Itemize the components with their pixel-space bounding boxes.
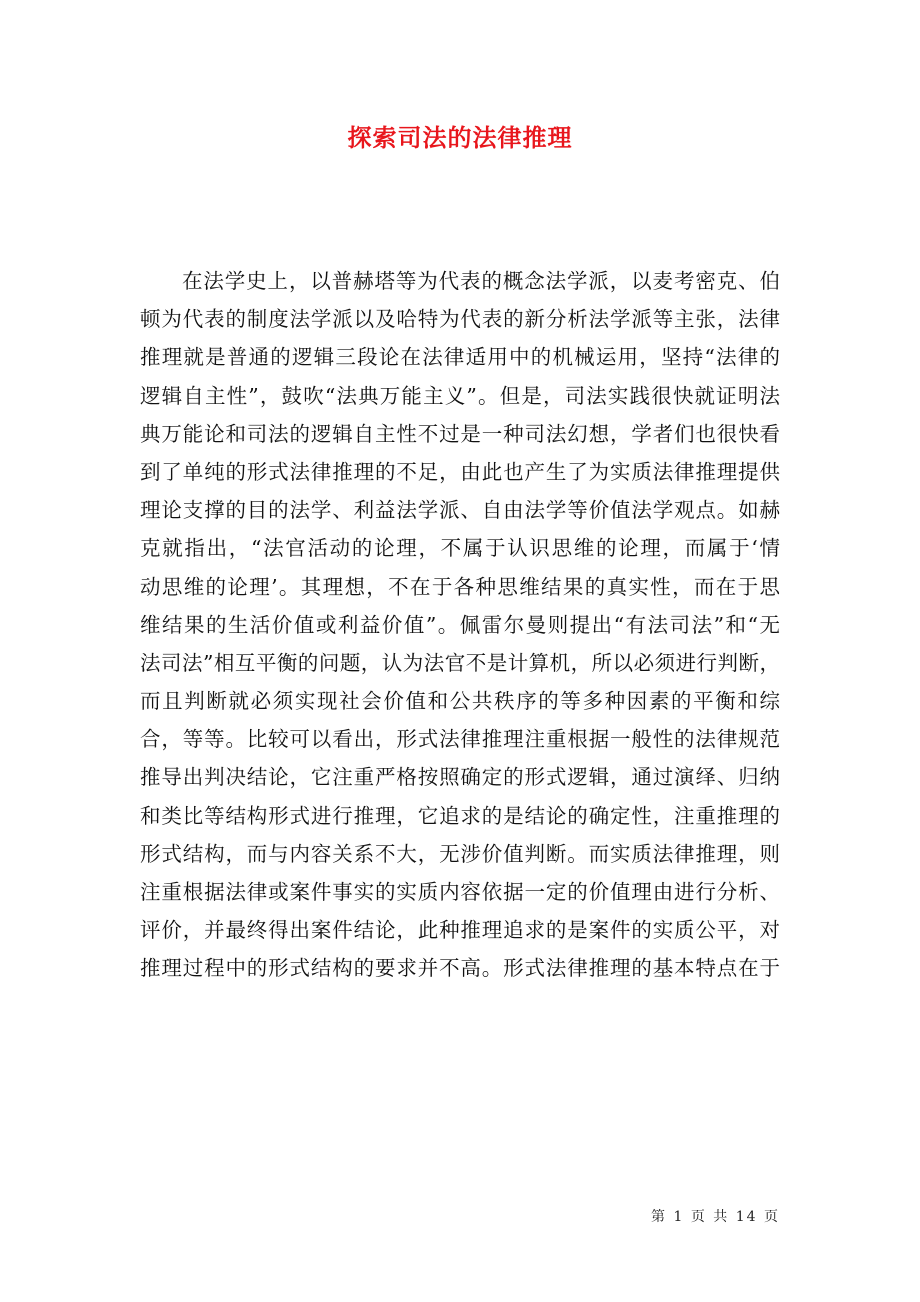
body-paragraph	[140, 262, 780, 988]
paragraph-line: 理论支撑的目的法学、利益法学派、自由法学等价值法学观点。如赫	[140, 498, 780, 523]
paragraph-line: 逻辑自主性”，鼓吹“法典万能主义”。但是，司法实践很快就证明法	[140, 383, 780, 408]
page-number: 第 1 页 共 14 页	[651, 1209, 780, 1225]
paragraph-line: 评价，并最终得出案件结论，此种推理追求的是案件的实质公平，对	[140, 918, 780, 943]
paragraph-line: 而且判断就必须实现社会价值和公共秩序的等多种因素的平衡和综	[140, 689, 780, 714]
paragraph-line: 顿为代表的制度法学派以及哈特为代表的新分析法学派等主张，法律	[140, 307, 780, 332]
paragraph-line: 和类比等结构形式进行推理，它追求的是结论的确定性，注重推理的	[140, 803, 780, 828]
paragraph-line: 动思维的论理’。其理想，不在于各种思维结果的真实性，而在于思	[140, 574, 780, 599]
paragraph-line: 维结果的生活价值或利益价值”。佩雷尔曼则提出“有法司法”和“无	[140, 612, 780, 637]
paragraph-line: 合，等等。比较可以看出，形式法律推理注重根据一般性的法律规范	[140, 727, 780, 752]
document-title: 探索司法的法律推理	[347, 123, 573, 152]
paragraph-line: 法司法”相互平衡的问题，认为法官不是计算机，所以必须进行判断，	[140, 650, 780, 675]
paragraph-line: 推理就是普通的逻辑三段论在法律适用中的机械运用，坚持“法律的	[140, 345, 780, 370]
paragraph-line: 形式结构，而与内容关系不大，无涉价值判断。而实质法律推理，则	[140, 841, 780, 866]
paragraph-line: 在法学史上，以普赫塔等为代表的概念法学派，以麦考密克、伯	[182, 269, 780, 293]
paragraph-line: 典万能论和司法的逻辑自主性不过是一种司法幻想，学者们也很快看	[140, 421, 780, 446]
page-footer	[651, 1206, 780, 1226]
paragraph-line: 克就指出，“法官活动的论理，不属于认识思维的论理，而属于‘情	[140, 536, 780, 561]
paragraph-line: 注重根据法律或案件事实的实质内容依据一定的价值理由进行分析、	[140, 880, 780, 904]
paragraph-line: 推理过程中的形式结构的要求并不高。形式法律推理的基本特点在于	[140, 956, 780, 981]
paragraph-line: 推导出判决结论，它注重严格按照确定的形式逻辑，通过演绎、归纳	[140, 765, 780, 790]
paragraph-line: 到了单纯的形式法律推理的不足，由此也产生了为实质法律推理提供	[140, 459, 780, 484]
